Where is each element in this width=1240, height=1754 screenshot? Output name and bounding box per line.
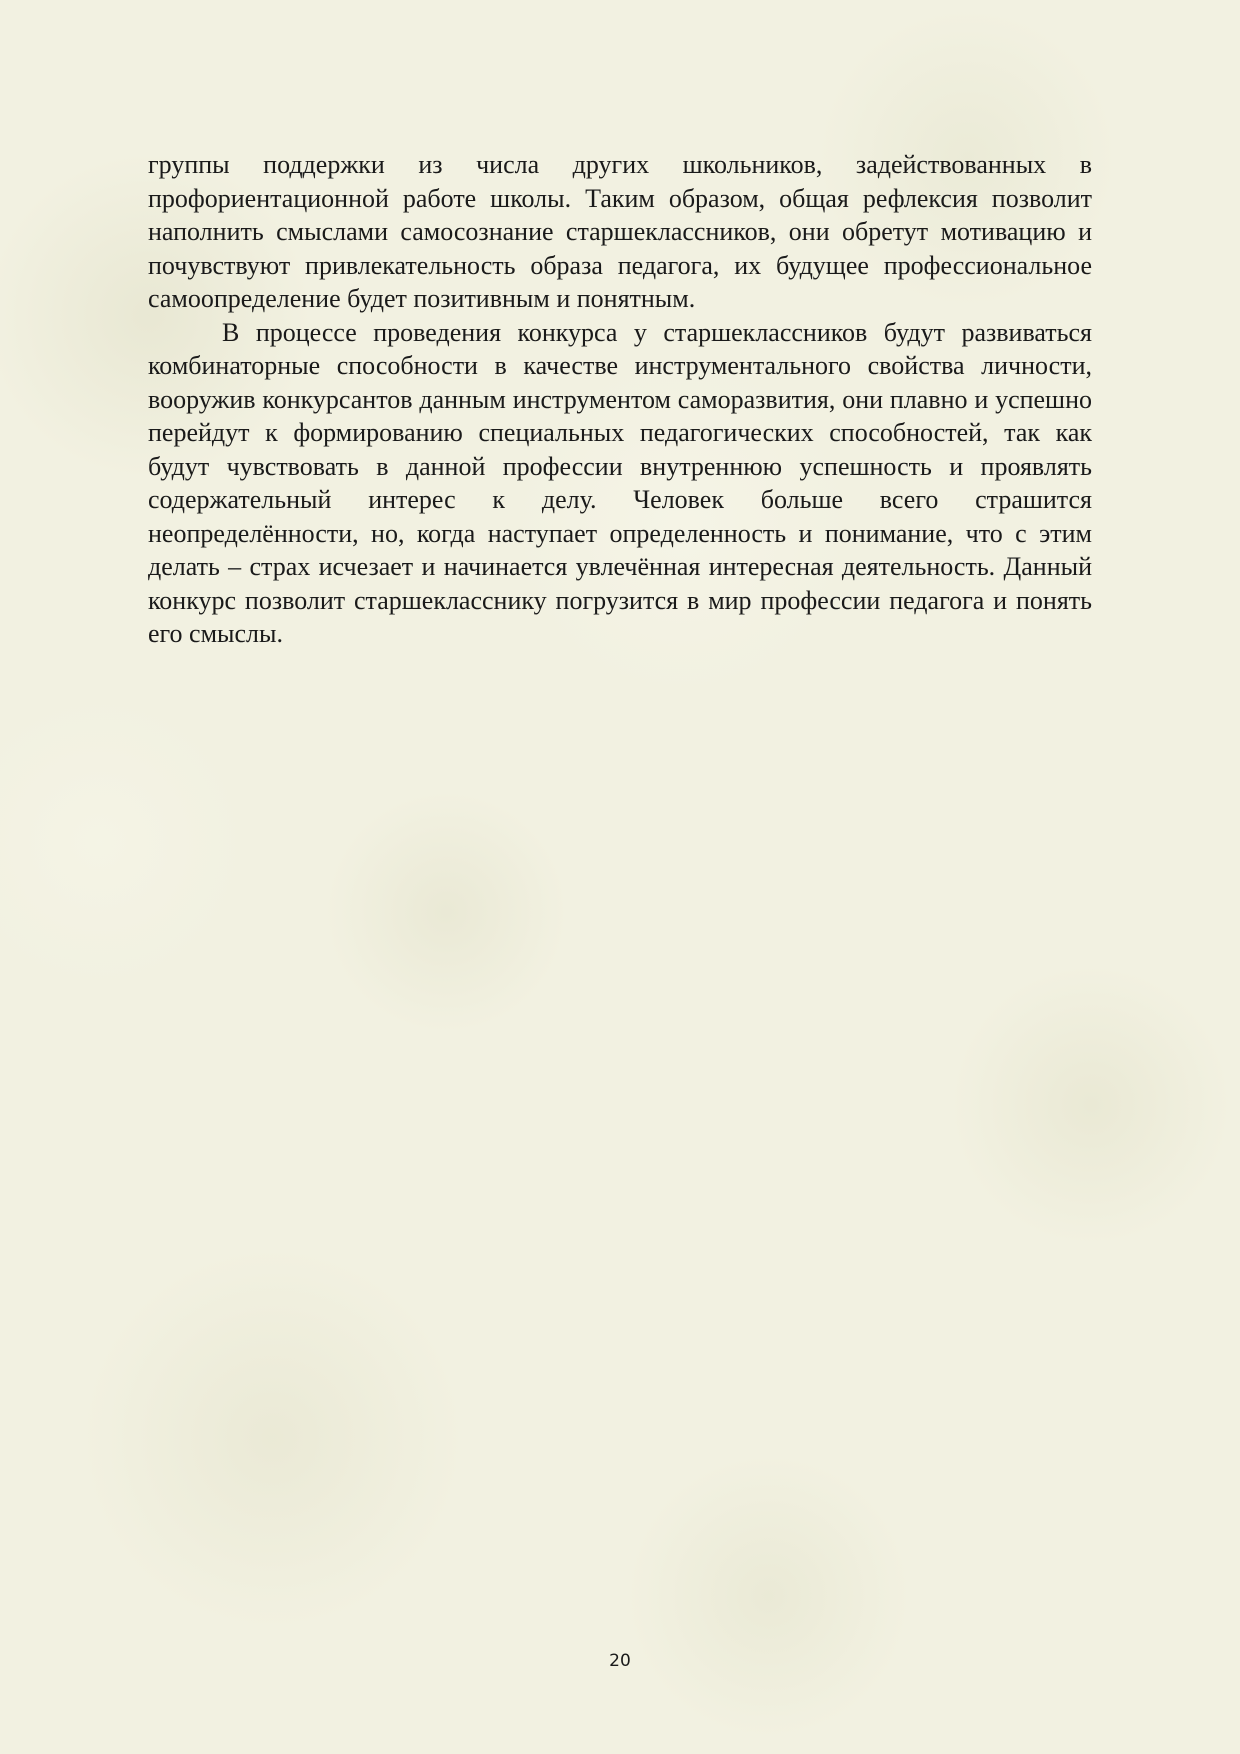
document-body (148, 148, 1092, 651)
paragraph-continuation: группы поддержки из числа других школьников, задействованных в профориентационной работе школы. Таким образом, общая рефлексия позволит наполнить смыслами самосознание старшеклассников, они обретут мотивацию и почувствуют привлекательность образа педагога, их будущее профессиональное самоопределение будет позитивным и понятным. (148, 150, 1092, 313)
page-number: 20 (609, 1651, 631, 1671)
paragraph-contest-outcomes: В процессе проведения конкурса у старшеклассников будут развиваться комбинаторные способности в качестве инструментального свойства личности, вооружив конкурсантов данным инструментом саморазвития, они плавно и успешно перейдут к формированию специальных педагогических способностей, так как будут чувствовать в данной профессии внутреннюю успешность и проявлять содержательный интерес к делу. Человек больше всего страшится неопределённости, но, когда наступает определенность и понимание, что с этим делать – страх исчезает и начинается увлечённая интересная деятельность. Данный конкурс позволит старшекласснику погрузится в мир профессии педагога и понять его смыслы. (148, 317, 1092, 648)
